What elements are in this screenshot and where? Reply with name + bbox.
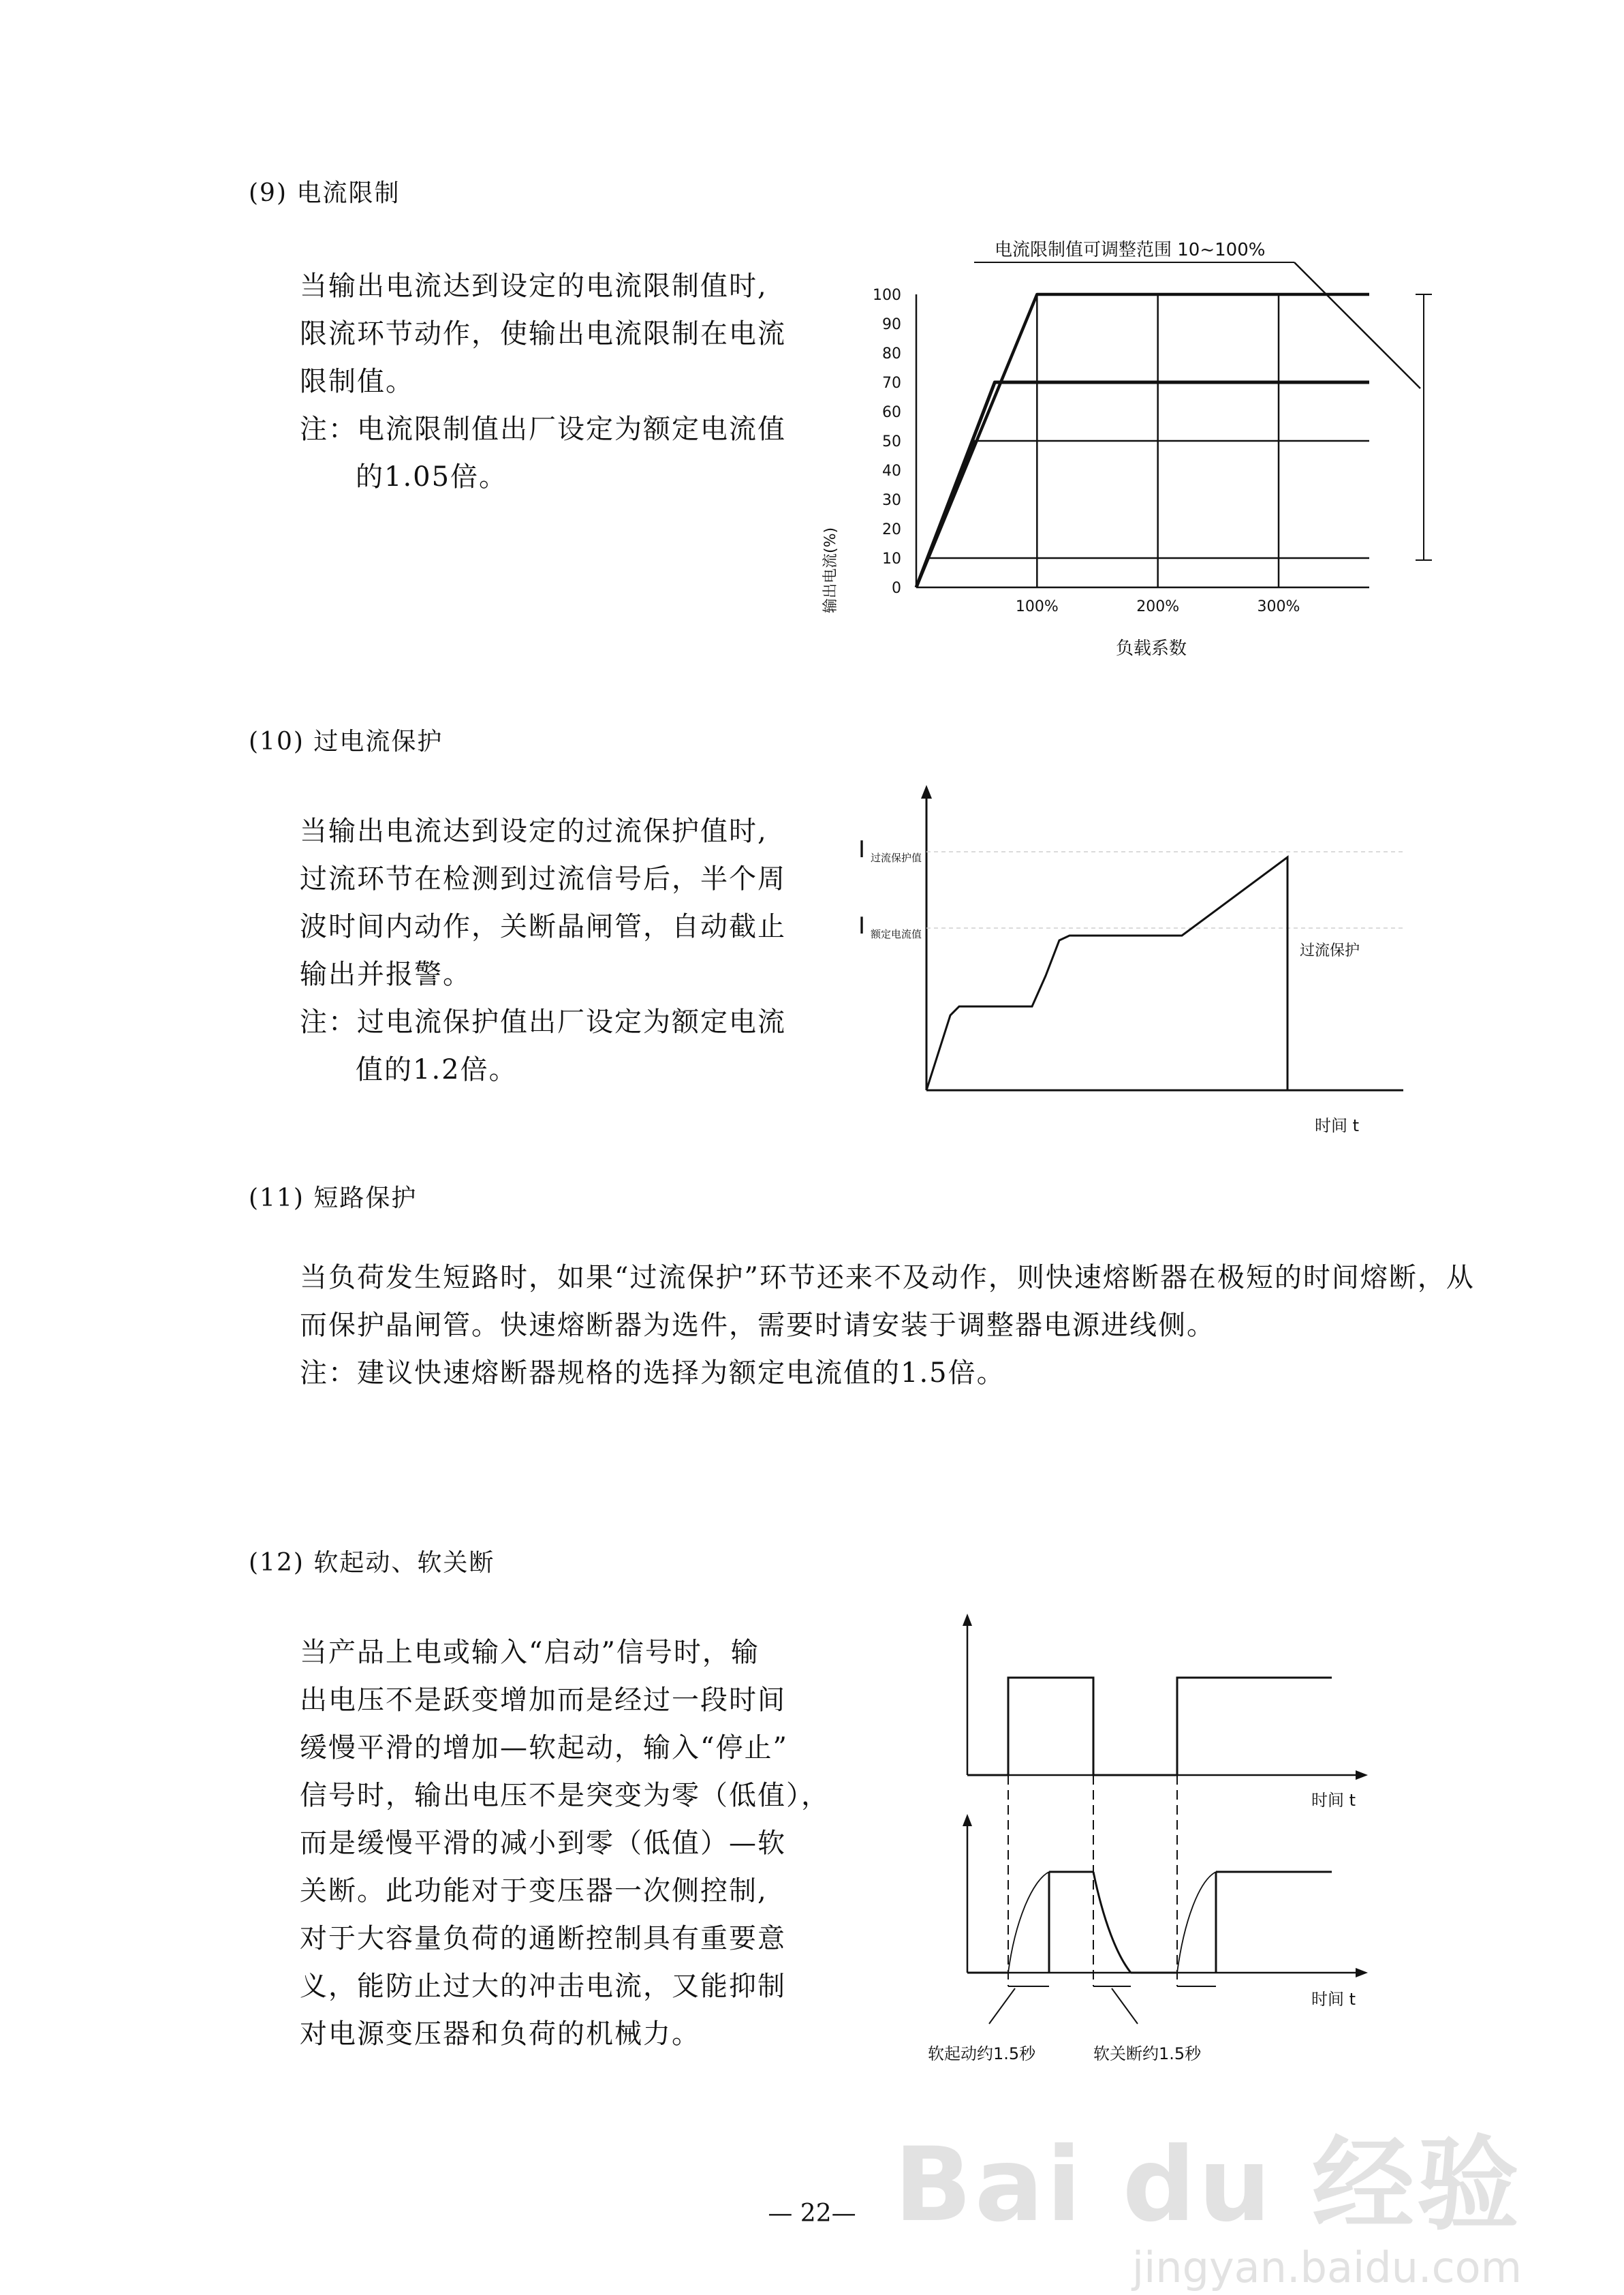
- note-line: 值的1.2倍。: [356, 1054, 518, 1085]
- x-tick-label: 300%: [1257, 598, 1300, 615]
- note-line: 注：过电流保护值出厂设定为额定电流: [300, 1006, 786, 1038]
- soft-start-curve-2: [1177, 1872, 1216, 1973]
- x-tick-label: 200%: [1136, 598, 1180, 615]
- text-line: 限流环节动作，使输出电流限制在电流: [300, 318, 786, 350]
- section-10-body: [300, 807, 786, 1094]
- y-tick-label: 30: [882, 492, 901, 509]
- rated-value-label: I: [858, 912, 866, 940]
- text-line: 波时间内动作，关断晶闸管，自动截止: [300, 911, 786, 942]
- soft-start-pointer: [989, 1988, 1015, 2024]
- text-line: 而保护晶闸管。快速熔断器为选件，需要时请安装于调整器电源进线侧。: [300, 1310, 1215, 1341]
- overcurrent-value-label: I: [858, 836, 866, 863]
- text-line: 输出并报警。: [300, 959, 471, 990]
- soft-stop-pointer: [1112, 1988, 1138, 2024]
- x-tick-label: 100%: [1015, 598, 1059, 615]
- note-line: 注：电流限制值出厂设定为额定电流值: [300, 414, 786, 445]
- section-12-title: (12) 软起动、软关断: [249, 1549, 495, 1577]
- text-line: 当产品上电或输入“启动”信号时，输: [300, 1637, 760, 1668]
- soft-start-chart: [913, 1601, 1417, 2085]
- y-tick-label: 0: [892, 580, 901, 597]
- bottom-x-axis-arrow: [1356, 1968, 1368, 1977]
- y-tick-label: 90: [882, 316, 901, 333]
- text-line: 当输出电流达到设定的过流保护值时,: [300, 816, 768, 847]
- y-tick-label: 100: [873, 287, 901, 304]
- y-tick-label: 60: [882, 404, 901, 421]
- text-line: 而是缓慢平滑的减小到零（低值）—软: [300, 1828, 786, 1859]
- series-line-limit-50: [916, 441, 1369, 587]
- series-line-limit-10: [916, 558, 1369, 587]
- overcurrent-value-sub: 过流保护值: [871, 852, 922, 864]
- x-axis-label: 负载系数: [1115, 638, 1187, 659]
- text-line: 对于大容量负荷的通断控制具有重要意: [300, 1923, 786, 1954]
- top-x-axis-arrow: [1356, 1770, 1368, 1780]
- rated-value-sub: 额定电流值: [871, 928, 922, 940]
- text-line: 关断。此功能对于变压器一次侧控制,: [300, 1875, 768, 1907]
- adjust-arrow: [1294, 262, 1420, 388]
- text-line: 限制值。: [300, 366, 414, 397]
- x-axis-label: 时间 t: [1315, 1116, 1360, 1135]
- x-ticks: [1016, 598, 1300, 615]
- protection-annotation: 过流保护: [1300, 942, 1360, 959]
- section-11-body: [300, 1254, 1475, 1397]
- section-11-title: (11) 短路保护: [249, 1184, 418, 1212]
- section-9-title: (9) 电流限制: [249, 179, 401, 207]
- chart-title: 电流限制值可调整范围 10~100%: [995, 240, 1266, 260]
- text-line: 当负荷发生短路时，如果“过流保护”环节还来不及动作，则快速熔断器在极短的时间熔断，从: [300, 1262, 1475, 1293]
- current-curve: [926, 857, 1287, 1090]
- text-line: 缓慢平滑的增加—软起动，输入“停止”: [300, 1732, 788, 1763]
- overcurrent-chart: [845, 777, 1458, 1145]
- text-line: 当输出电流达到设定的电流限制值时,: [300, 271, 768, 302]
- section-9-body: [300, 262, 786, 501]
- soft-stop-curve: [1093, 1872, 1131, 1973]
- soft-stop-label: 软关断约1.5秒: [1093, 2044, 1202, 2063]
- text-line: 对电源变压器和负荷的机械力。: [300, 2018, 700, 2050]
- text-line: 出电压不是跃变增加而是经过一段时间: [300, 1684, 786, 1716]
- y-tick-label: 80: [882, 345, 901, 363]
- text-line: 信号时，输出电压不是突变为零（低值），: [300, 1780, 830, 1811]
- bottom-y-axis-arrow: [963, 1814, 972, 1826]
- note-line: 注：建议快速熔断器规格的选择为额定电流值的1.5倍。: [300, 1357, 1005, 1389]
- baidu-watermark: [894, 2102, 1522, 2292]
- y-axis-label: 输出电流(%): [822, 527, 839, 613]
- top-x-axis-label: 时间 t: [1311, 1791, 1356, 1810]
- soft-start-label: 软起动约1.5秒: [928, 2044, 1036, 2063]
- y-tick-label: 40: [882, 463, 901, 480]
- plot-area: [916, 294, 1369, 587]
- section-12-body: [300, 1629, 830, 2058]
- section-10-title: (10) 过电流保护: [249, 728, 443, 756]
- y-tick-label: 10: [882, 551, 901, 568]
- page-number: — 22—: [768, 2200, 856, 2228]
- note-line: 的1.05倍。: [356, 461, 508, 493]
- y-tick-label: 50: [882, 433, 901, 450]
- text-line: 义，能防止过大的冲击电流，又能抑制: [300, 1971, 786, 2002]
- text-line: 过流环节在检测到过流信号后，半个周: [300, 863, 786, 895]
- watermark-logo-text: Bai du 经验: [894, 2126, 1522, 2245]
- y-axis-arrow: [921, 785, 932, 799]
- y-ticks: [873, 287, 901, 597]
- series-line-limit-70: [916, 382, 1369, 587]
- current-limit-chart: [804, 232, 1471, 668]
- watermark-url: jingyan.baidu.com: [1131, 2243, 1522, 2292]
- bottom-x-axis-label: 时间 t: [1311, 1990, 1356, 2009]
- y-tick-label: 70: [882, 375, 901, 392]
- soft-start-curve-1: [1008, 1872, 1049, 1973]
- y-tick-label: 20: [882, 521, 901, 538]
- top-y-axis-arrow: [963, 1614, 972, 1626]
- control-signal-wave: [967, 1678, 1332, 1775]
